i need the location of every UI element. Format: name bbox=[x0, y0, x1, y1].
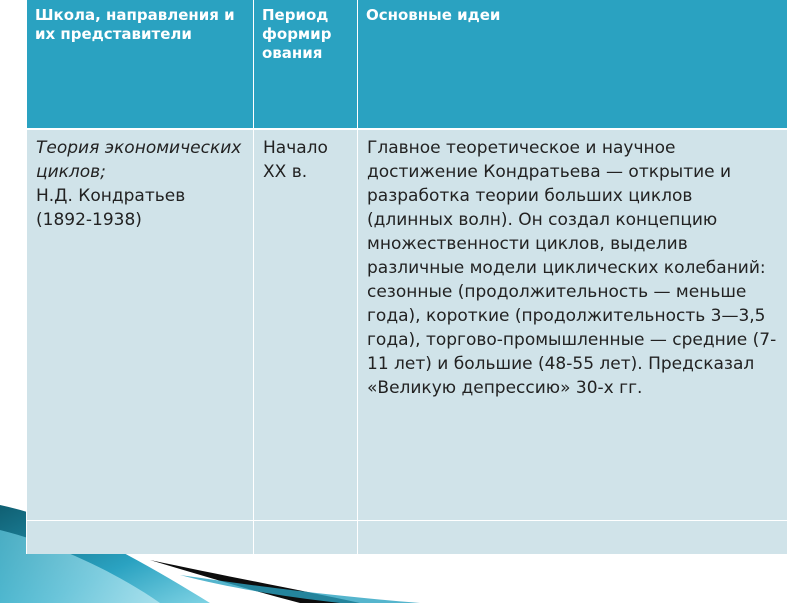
period-text: Начало XX в. bbox=[263, 138, 328, 182]
school-title: Теория экономических циклов; bbox=[36, 138, 242, 182]
school-person: Н.Д. Кондратьев bbox=[36, 186, 186, 206]
cell-school-empty bbox=[27, 521, 254, 555]
header-ideas bbox=[358, 0, 788, 129]
table-row bbox=[27, 521, 788, 555]
cell-ideas bbox=[358, 129, 788, 521]
header-school bbox=[27, 0, 254, 129]
header-school-label: Школа, направления и их представители bbox=[35, 6, 235, 43]
table-header-row bbox=[27, 0, 788, 129]
cell-period bbox=[254, 129, 358, 521]
ideas-text: Главное теоретическое и научное достижение Кондратьева — открытие и разработка теории больших циклов (длинных волн). Он создал концепцию множественности циклов, выделив различные модели циклических колебаний: сезонные (продолжительность — меньше года), короткие (продолжительность 3—3,5 года), торгово-промышленные — средние (7-11 лет) и большие (48-55 лет). Предсказал «Великую депрессию» 30-х гг. bbox=[367, 138, 777, 398]
cell-school bbox=[27, 129, 254, 521]
header-period-label: Период формирования bbox=[262, 6, 332, 62]
school-years: (1892-1938) bbox=[36, 210, 142, 230]
header-ideas-label: Основные идеи bbox=[366, 6, 501, 24]
schools-table bbox=[26, 0, 788, 554]
cell-period-empty bbox=[254, 521, 358, 555]
header-period bbox=[254, 0, 358, 129]
cell-ideas-empty bbox=[358, 521, 788, 555]
table-row bbox=[27, 129, 788, 521]
